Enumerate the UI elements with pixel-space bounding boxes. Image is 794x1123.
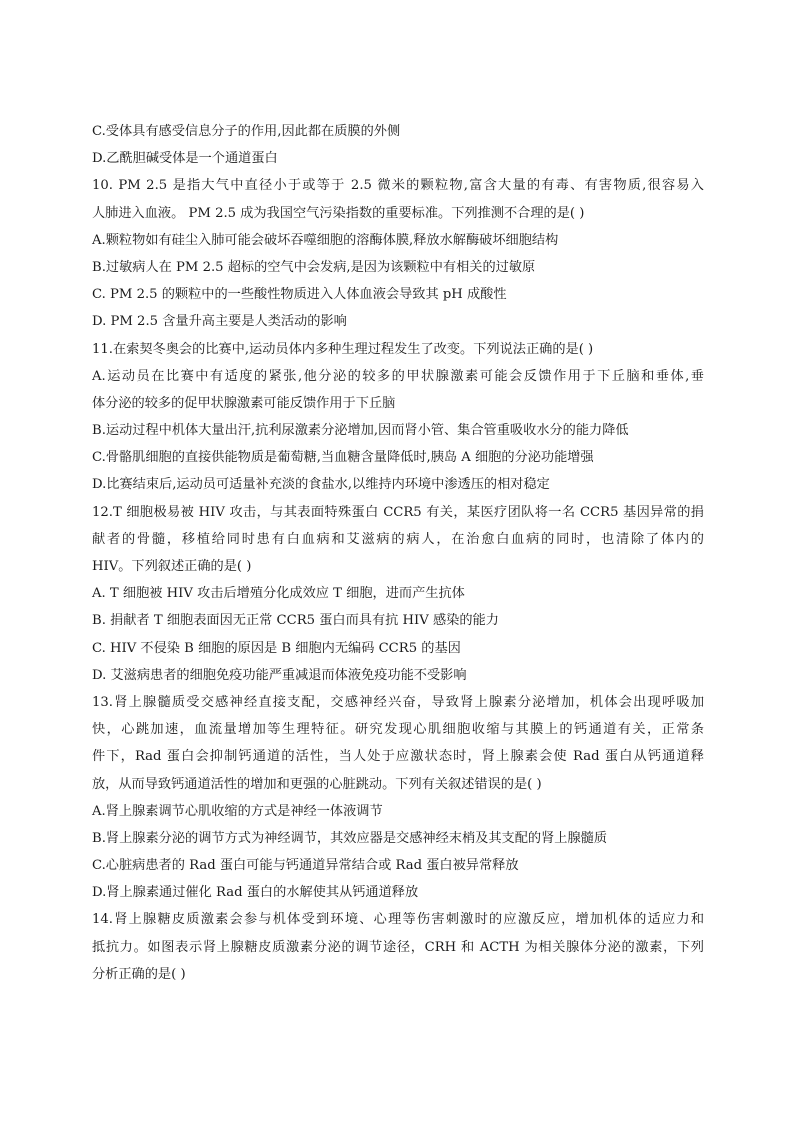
text-line: 12.T 细胞极易被 HIV 攻击，与其表面特殊蛋白 CCR5 有关，某医疗团队将一名 CCR5 基因异常的捐 [92,504,704,520]
text-line: B.肾上腺素分泌的调节方式为神经调节，其效应器是交感神经末梢及其支配的肾上腺髓质 [92,830,608,846]
text-line: D. PM 2.5 含量升高主要是人类活动的影响 [92,314,347,330]
text-line: B.过敏病人在 PM 2.5 超标的空气中会发病,是因为该颗粒中有相关的过敏原 [92,259,536,275]
text-line: 分析正确的是( ) [92,966,186,982]
text-line: D.肾上腺素通过催化 Rad 蛋白的水解使其从钙通道释放 [92,885,419,901]
text-line: 体分泌的较多的促甲状腺激素可能反馈作用于下丘脑 [92,395,396,411]
text-line: C.心脏病患者的 Rad 蛋白可能与钙通道异常结合或 Rad 蛋白被异常释放 [92,858,519,874]
text-line: 人肺进入血液。 PM 2.5 成为我国空气污染指数的重要标准。下列推测不合理的是( ) [92,205,585,221]
text-line: A.颗粒物如有硅尘入肺可能会破坏吞噬细胞的溶酶体膜,释放水解酶破坏细胞结构 [92,232,559,248]
text-line: A.运动员在比赛中有适度的紧张,他分泌的较多的甲状腺激素可能会反馈作用于下丘脑和垂体,垂 [92,368,704,384]
text-line: C.受体具有感受信息分子的作用,因此都在质膜的外侧 [92,124,401,139]
text-line: 放，从而导致钙通道活性的增加和更强的心脏跳动。下列有关叙述错误的是( ) [92,776,542,792]
text-line: HIV。下列叙述正确的是( ) [92,559,252,574]
text-line: C.骨骼肌细胞的直接供能物质是葡萄糖,当血糖含量降低时,胰岛 A 细胞的分泌功能增强 [92,450,594,466]
text-line: 13.肾上腺髓质受交感神经直接支配，交感神经兴奋，导致肾上腺素分泌增加，机体会出现呼吸加 [92,694,704,710]
text-line: C. PM 2.5 的颗粒中的一些酸性物质进入人体血液会导致其 pH 成酸性 [92,287,507,303]
text-line: B. 捐献者 T 细胞表面因无正常 CCR5 蛋白而具有抗 HIV 感染的能力 [92,613,499,629]
text-line: D.乙酰胆碱受体是一个通道蛋白 [92,151,278,167]
text-line: 献者的骨髓，移植给同时患有白血病和艾滋病的病人，在治愈白血病的同时，也清除了体内的 [92,531,704,547]
text-line: C. HIV 不侵染 B 细胞的原因是 B 细胞内无编码 CCR5 的基因 [92,640,461,656]
question-text-block [92,118,704,988]
text-line: 10. PM 2.5 是指大气中直径小于或等于 2.5 微米的颗粒物,富含大量的有毒、有害物质,很容易入 [92,178,704,194]
text-line: 14.肾上腺糖皮质激素会参与机体受到环境、心理等伤害刺激时的应激反应，增加机体的适应力和 [92,912,704,928]
text-line: D. 艾滋病患者的细胞免疫功能严重减退而体液免疫功能不受影响 [92,667,467,683]
text-line: A. T 细胞被 HIV 攻击后增殖分化成效应 T 细胞，进而产生抗体 [92,586,465,602]
text-line: 抵抗力。如图表示肾上腺糖皮质激素分泌的调节途径，CRH 和 ACTH 为相关腺体分泌的激素，下列 [92,939,704,955]
text-line: D.比赛结束后,运动员可适量补充淡的食盐水,以维持内环境中渗透压的相对稳定 [92,477,550,493]
text-line: 件下，Rad 蛋白会抑制钙通道的活性，当人处于应激状态时，肾上腺素会使 Rad 蛋白从钙通道释 [92,749,704,765]
text-line: A.肾上腺素调节心肌收缩的方式是神经一体液调节 [92,803,383,819]
text-line: 11.在索契冬奥会的比赛中,运动员体内多种生理过程发生了改变。下列说法正确的是( ) [92,341,594,357]
text-line: B.运动过程中机体大量出汗,抗利尿激素分泌增加,因而肾小管、集合管重吸收水分的能力降低 [92,423,629,439]
text-line: 快，心跳加速，血流量增加等生理特征。研究发现心肌细胞收缩与其膜上的钙通道有关，正常条 [92,722,704,738]
